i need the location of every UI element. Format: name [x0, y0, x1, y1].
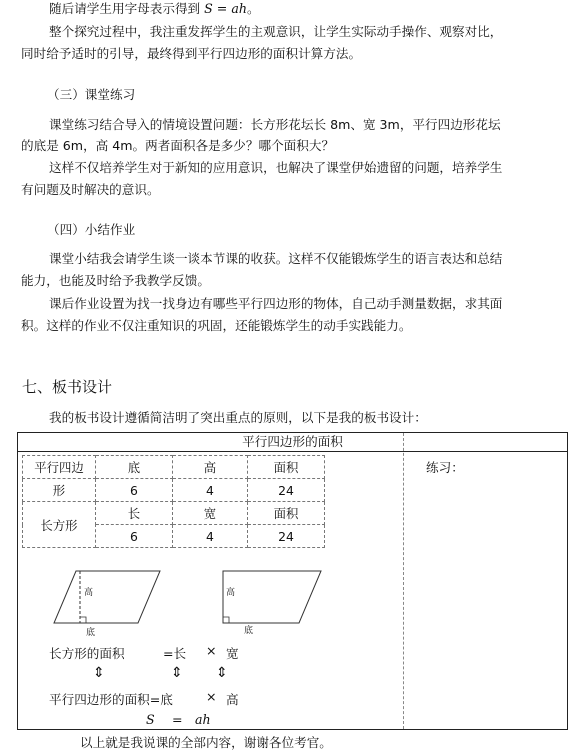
paragraph-explore-2: 同时给予适时的引导，最终得到平行四边形的面积计算方法。: [21, 46, 362, 61]
board-data-table: [22, 455, 325, 548]
formula-rect-length: =长: [163, 646, 187, 661]
board-column-divider: [403, 433, 404, 729]
table-row-label-parallelogram-b: 形: [23, 479, 96, 502]
arrow-1: ⇕: [93, 665, 105, 681]
table-row-label-parallelogram-a: 平行四边: [23, 456, 96, 479]
formula-para-times: ×: [206, 689, 217, 704]
table-cell-height-value: 4: [173, 479, 248, 502]
paragraph-practice-2: 的底是 6m，高 4m。两者面积各是多少？哪个面积大？: [21, 138, 335, 153]
paragraph-explore-1: 整个探究过程中，我注重发挥学生的主观意识，让学生实际动手操作、观察对比，: [49, 24, 503, 39]
fig1-height-label: 高: [84, 588, 94, 598]
formula-symbol-s: S: [146, 712, 155, 727]
fig2-height-label: 高: [226, 588, 236, 598]
arrow-3: ⇕: [216, 665, 228, 681]
table-cell-area-value-2: 24: [248, 525, 325, 548]
paragraph-board-intro: 我的板书设计遵循简洁明了突出重点的原则，以下是我的板书设计：: [49, 410, 427, 425]
fig1-base-label: 底: [86, 628, 96, 638]
closing-sentence: 以上就是我说课的全部内容，谢谢各位考官。: [80, 735, 332, 750]
formula-symbol-eq: =: [172, 712, 183, 727]
board-practice-label: 练习：: [426, 460, 464, 475]
table-row-label-rectangle: 长方形: [23, 502, 96, 548]
board-title-divider: [18, 451, 567, 452]
formula-symbol-ah: ah: [195, 712, 211, 727]
board-title: 平行四边形的面积: [242, 434, 343, 449]
table-header-width: 宽: [173, 502, 248, 525]
table-header-base: 底: [96, 456, 173, 479]
parallelogram-shape: [54, 571, 160, 623]
table-cell-width-value: 4: [173, 525, 248, 548]
heading-practice: （三）课堂练习: [47, 87, 136, 102]
parallelogram-cut-figure: [221, 567, 333, 641]
paragraph-practice-4: 有问题及时解决的意识。: [21, 182, 160, 197]
board-design-box: [17, 432, 568, 730]
fig2-base-label: 底: [244, 626, 254, 636]
parallelogram-height-figure: [52, 567, 164, 641]
right-angle-mark: [80, 617, 86, 623]
formula-rect-width: 宽: [226, 646, 239, 661]
formula-rect-left: 长方形的面积: [49, 646, 125, 661]
table-header-height: 高: [173, 456, 248, 479]
formula-para-left: 平行四边形的面积=底: [49, 692, 173, 707]
paragraph-homework-2: 积。这样的作业不仅注重知识的巩固，还能锻炼学生的动手实践能力。: [21, 318, 412, 333]
paragraph-homework-1: 课后作业设置为找一找身边有哪些平行四边形的物体，自己动手测量数据，求其面: [49, 296, 503, 311]
table-header-length: 长: [96, 502, 173, 525]
table-header-area-2: 面积: [248, 502, 325, 525]
right-angle-mark-2: [223, 617, 229, 623]
table-cell-base-value: 6: [96, 479, 173, 502]
paragraph-summary-1: 课堂小结我会请学生谈一谈本节课的收获。这样不仅能锻炼学生的语言表达和总结: [49, 251, 503, 266]
paragraph-summary-2: 能力，也能及时给予我教学反馈。: [21, 273, 210, 288]
heading-summary: （四）小结作业: [47, 222, 136, 237]
formula-line: [49, 0, 260, 20]
formula-line-post: 。: [246, 1, 260, 16]
formula-rect-times: ×: [206, 643, 217, 658]
table-cell-length-value: 6: [96, 525, 173, 548]
paragraph-practice-3: 这样不仅培养学生对于新知的应用意识，也解决了课堂伊始遗留的问题，培养学生: [49, 160, 503, 175]
arrow-2: ⇕: [171, 665, 183, 681]
rectangle-transform-shape: [223, 571, 321, 623]
heading-board-design: 七、板书设计: [22, 378, 113, 396]
formula-para-height: 高: [226, 692, 239, 707]
paragraph-practice-1: 课堂练习结合导入的情境设置问题：长方形花坛长 8m、宽 3m，平行四边形花坛: [49, 117, 501, 132]
table-cell-area-value: 24: [248, 479, 325, 502]
table-header-area: 面积: [248, 456, 325, 479]
formula-line-pre: 随后请学生用字母表示得到: [49, 1, 201, 16]
formula-s-ah: S = ah: [204, 1, 247, 16]
